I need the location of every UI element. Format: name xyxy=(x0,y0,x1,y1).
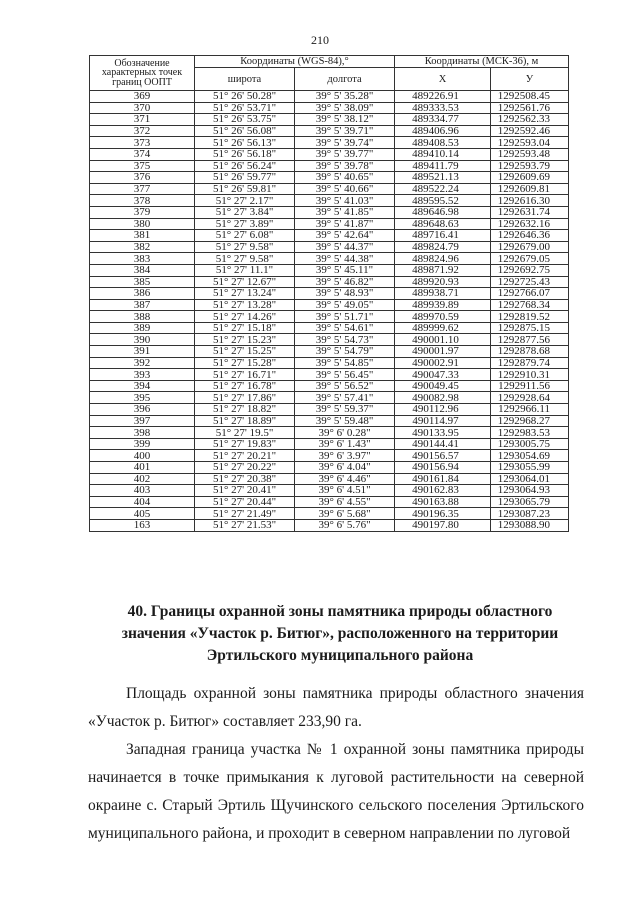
latitude-cell: 51° 27' 20.38" xyxy=(195,473,295,485)
table-row xyxy=(90,288,569,300)
x-cell: 490047.33 xyxy=(395,369,491,381)
point-code-cell: 396 xyxy=(90,404,195,416)
latitude-cell: 51° 26' 59.77" xyxy=(195,172,295,184)
y-cell: 1293064.01 xyxy=(491,473,569,485)
point-code-cell: 405 xyxy=(90,508,195,520)
x-cell: 489824.96 xyxy=(395,253,491,265)
y-cell: 1293055.99 xyxy=(491,462,569,474)
point-code-cell: 404 xyxy=(90,496,195,508)
table-row xyxy=(90,485,569,497)
x-cell: 489871.92 xyxy=(395,264,491,276)
paragraph-area: Площадь охранной зоны памятника природы областного значения «Участок р. Битюг» составляет 233,90 га. xyxy=(88,685,584,730)
x-cell: 490156.94 xyxy=(395,462,491,474)
table-row xyxy=(90,195,569,207)
x-cell: 490161.84 xyxy=(395,473,491,485)
latitude-cell: 51° 26' 59.81" xyxy=(195,183,295,195)
y-cell: 1292679.05 xyxy=(491,253,569,265)
latitude-cell: 51° 27' 21.49" xyxy=(195,508,295,520)
y-cell: 1292593.48 xyxy=(491,148,569,160)
x-cell: 489920.93 xyxy=(395,276,491,288)
latitude-cell: 51° 27' 12.67" xyxy=(195,276,295,288)
point-code-cell: 386 xyxy=(90,288,195,300)
x-cell: 490163.88 xyxy=(395,496,491,508)
y-cell: 1292609.69 xyxy=(491,172,569,184)
point-code-cell: 399 xyxy=(90,438,195,450)
longitude-cell: 39° 5' 40.66" xyxy=(295,183,395,195)
longitude-cell: 39° 5' 41.85" xyxy=(295,206,395,218)
table-row xyxy=(90,230,569,242)
latitude-cell: 51° 27' 9.58" xyxy=(195,241,295,253)
x-cell: 490049.45 xyxy=(395,380,491,392)
point-code-cell: 389 xyxy=(90,322,195,334)
x-cell: 490162.83 xyxy=(395,485,491,497)
latitude-cell: 51° 27' 20.21" xyxy=(195,450,295,462)
table-row xyxy=(90,102,569,114)
y-cell: 1292878.68 xyxy=(491,346,569,358)
latitude-cell: 51° 27' 16.71" xyxy=(195,369,295,381)
y-cell: 1292928.64 xyxy=(491,392,569,404)
page-number: 210 xyxy=(311,33,329,47)
header-msk36: Координаты (МСК-36), м xyxy=(395,56,569,68)
latitude-cell: 51° 26' 56.18" xyxy=(195,148,295,160)
latitude-cell: 51° 27' 20.22" xyxy=(195,462,295,474)
y-cell: 1292562.33 xyxy=(491,114,569,126)
y-cell: 1292911.56 xyxy=(491,380,569,392)
y-cell: 1293087.23 xyxy=(491,508,569,520)
header-x: X xyxy=(395,68,491,91)
latitude-cell: 51° 27' 18.89" xyxy=(195,415,295,427)
point-code-cell: 387 xyxy=(90,299,195,311)
y-cell: 1292968.27 xyxy=(491,415,569,427)
table-row xyxy=(90,380,569,392)
longitude-cell: 39° 5' 59.37" xyxy=(295,404,395,416)
longitude-cell: 39° 5' 57.41" xyxy=(295,392,395,404)
x-cell: 489521.13 xyxy=(395,172,491,184)
point-code-cell: 380 xyxy=(90,218,195,230)
point-code-cell: 392 xyxy=(90,357,195,369)
longitude-cell: 39° 5' 59.48" xyxy=(295,415,395,427)
y-cell: 1292593.04 xyxy=(491,137,569,149)
table-row xyxy=(90,148,569,160)
x-cell: 490197.80 xyxy=(395,519,491,531)
x-cell: 489333.53 xyxy=(395,102,491,114)
longitude-cell: 39° 5' 46.82" xyxy=(295,276,395,288)
x-cell: 490001.10 xyxy=(395,334,491,346)
longitude-cell: 39° 5' 39.71" xyxy=(295,125,395,137)
latitude-cell: 51° 26' 56.08" xyxy=(195,125,295,137)
latitude-cell: 51° 27' 3.84" xyxy=(195,206,295,218)
x-cell: 489411.79 xyxy=(395,160,491,172)
point-code-cell: 398 xyxy=(90,427,195,439)
latitude-cell: 51° 27' 15.18" xyxy=(195,322,295,334)
latitude-cell: 51° 27' 9.58" xyxy=(195,253,295,265)
point-code-cell: 390 xyxy=(90,334,195,346)
table-row xyxy=(90,427,569,439)
table-row xyxy=(90,496,569,508)
latitude-cell: 51° 27' 2.17" xyxy=(195,195,295,207)
table-row xyxy=(90,218,569,230)
x-cell: 490114.97 xyxy=(395,415,491,427)
longitude-cell: 39° 5' 39.74" xyxy=(295,137,395,149)
y-cell: 1292561.76 xyxy=(491,102,569,114)
longitude-cell: 39° 5' 56.52" xyxy=(295,380,395,392)
table-row xyxy=(90,114,569,126)
coordinates-table-body xyxy=(90,91,569,532)
longitude-cell: 39° 5' 44.37" xyxy=(295,241,395,253)
x-cell: 489716.41 xyxy=(395,230,491,242)
y-cell: 1293065.79 xyxy=(491,496,569,508)
longitude-cell: 39° 6' 1.43" xyxy=(295,438,395,450)
point-code-cell: 369 xyxy=(90,91,195,103)
coordinates-table xyxy=(89,55,569,532)
point-code-cell: 403 xyxy=(90,485,195,497)
table-row xyxy=(90,519,569,531)
point-code-cell: 371 xyxy=(90,114,195,126)
table-row xyxy=(90,172,569,184)
longitude-cell: 39° 5' 42.64" xyxy=(295,230,395,242)
longitude-cell: 39° 5' 44.38" xyxy=(295,253,395,265)
longitude-cell: 39° 5' 41.03" xyxy=(295,195,395,207)
latitude-cell: 51° 27' 20.41" xyxy=(195,485,295,497)
latitude-cell: 51° 27' 18.82" xyxy=(195,404,295,416)
point-code-cell: 394 xyxy=(90,380,195,392)
longitude-cell: 39° 5' 38.12" xyxy=(295,114,395,126)
header-wgs84: Координаты (WGS-84),° xyxy=(195,56,395,68)
latitude-cell: 51° 27' 13.24" xyxy=(195,288,295,300)
point-code-cell: 400 xyxy=(90,450,195,462)
header-y: У xyxy=(491,68,569,91)
point-code-cell: 370 xyxy=(90,102,195,114)
table-row xyxy=(90,241,569,253)
table-row xyxy=(90,183,569,195)
table-row xyxy=(90,206,569,218)
x-cell: 489522.24 xyxy=(395,183,491,195)
y-cell: 1293088.90 xyxy=(491,519,569,531)
x-cell: 490133.95 xyxy=(395,427,491,439)
table-row xyxy=(90,334,569,346)
y-cell: 1292877.56 xyxy=(491,334,569,346)
point-code-cell: 374 xyxy=(90,148,195,160)
point-code-cell: 397 xyxy=(90,415,195,427)
table-row xyxy=(90,369,569,381)
longitude-cell: 39° 6' 4.55" xyxy=(295,496,395,508)
x-cell: 490082.98 xyxy=(395,392,491,404)
longitude-cell: 39° 5' 45.11" xyxy=(295,264,395,276)
table-row xyxy=(90,450,569,462)
y-cell: 1292679.00 xyxy=(491,241,569,253)
point-code-cell: 378 xyxy=(90,195,195,207)
longitude-cell: 39° 5' 38.09" xyxy=(295,102,395,114)
longitude-cell: 39° 5' 54.61" xyxy=(295,322,395,334)
y-cell: 1292692.75 xyxy=(491,264,569,276)
table-row xyxy=(90,346,569,358)
y-cell: 1292725.43 xyxy=(491,276,569,288)
x-cell: 489410.14 xyxy=(395,148,491,160)
latitude-cell: 51° 26' 53.71" xyxy=(195,102,295,114)
longitude-cell: 39° 6' 3.97" xyxy=(295,450,395,462)
latitude-cell: 51° 27' 21.53" xyxy=(195,519,295,531)
table-row xyxy=(90,137,569,149)
longitude-cell: 39° 5' 41.87" xyxy=(295,218,395,230)
x-cell: 490002.91 xyxy=(395,357,491,369)
table-row xyxy=(90,264,569,276)
y-cell: 1292879.74 xyxy=(491,357,569,369)
x-cell: 490196.35 xyxy=(395,508,491,520)
y-cell: 1293005.75 xyxy=(491,438,569,450)
y-cell: 1292632.16 xyxy=(491,218,569,230)
latitude-cell: 51° 27' 11.1" xyxy=(195,264,295,276)
table-row xyxy=(90,253,569,265)
y-cell: 1292966.11 xyxy=(491,404,569,416)
x-cell: 489595.52 xyxy=(395,195,491,207)
longitude-cell: 39° 6' 4.46" xyxy=(295,473,395,485)
table-row xyxy=(90,415,569,427)
longitude-cell: 39° 5' 54.79" xyxy=(295,346,395,358)
longitude-cell: 39° 6' 5.76" xyxy=(295,519,395,531)
table-row xyxy=(90,438,569,450)
y-cell: 1292646.36 xyxy=(491,230,569,242)
latitude-cell: 51° 27' 6.08" xyxy=(195,230,295,242)
point-code-cell: 395 xyxy=(90,392,195,404)
table-row xyxy=(90,311,569,323)
longitude-cell: 39° 5' 49.05" xyxy=(295,299,395,311)
longitude-cell: 39° 5' 54.85" xyxy=(295,357,395,369)
latitude-cell: 51° 27' 15.25" xyxy=(195,346,295,358)
y-cell: 1293064.93 xyxy=(491,485,569,497)
table-row xyxy=(90,508,569,520)
point-code-cell: 393 xyxy=(90,369,195,381)
latitude-cell: 51° 27' 3.89" xyxy=(195,218,295,230)
longitude-cell: 39° 6' 0.28" xyxy=(295,427,395,439)
y-cell: 1292875.15 xyxy=(491,322,569,334)
point-code-cell: 372 xyxy=(90,125,195,137)
longitude-cell: 39° 5' 56.45" xyxy=(295,369,395,381)
point-code-cell: 383 xyxy=(90,253,195,265)
x-cell: 490001.97 xyxy=(395,346,491,358)
point-code-cell: 401 xyxy=(90,462,195,474)
point-code-cell: 391 xyxy=(90,346,195,358)
table-row xyxy=(90,276,569,288)
section-heading: 40. Границы охранной зоны памятника природы областного значения «Участок р. Битюг», расположенного на территории Эртильского муниципального района xyxy=(121,603,559,664)
longitude-cell: 39° 5' 51.71" xyxy=(295,311,395,323)
latitude-cell: 51° 27' 15.23" xyxy=(195,334,295,346)
point-code-cell: 382 xyxy=(90,241,195,253)
x-cell: 489938.71 xyxy=(395,288,491,300)
x-cell: 489970.59 xyxy=(395,311,491,323)
table-row xyxy=(90,299,569,311)
x-cell: 489648.63 xyxy=(395,218,491,230)
x-cell: 489334.77 xyxy=(395,114,491,126)
point-code-cell: 381 xyxy=(90,230,195,242)
longitude-cell: 39° 6' 4.51" xyxy=(295,485,395,497)
y-cell: 1292508.45 xyxy=(491,91,569,103)
table-row xyxy=(90,357,569,369)
point-code-cell: 373 xyxy=(90,137,195,149)
latitude-cell: 51° 27' 13.28" xyxy=(195,299,295,311)
header-longitude: долгота xyxy=(295,68,395,91)
longitude-cell: 39° 6' 5.68" xyxy=(295,508,395,520)
y-cell: 1292983.53 xyxy=(491,427,569,439)
y-cell: 1292910.31 xyxy=(491,369,569,381)
x-cell: 489646.98 xyxy=(395,206,491,218)
header-latitude: широта xyxy=(195,68,295,91)
longitude-cell: 39° 5' 54.73" xyxy=(295,334,395,346)
y-cell: 1293054.69 xyxy=(491,450,569,462)
x-cell: 490112.96 xyxy=(395,404,491,416)
latitude-cell: 51° 27' 16.78" xyxy=(195,380,295,392)
table-row xyxy=(90,392,569,404)
table-row xyxy=(90,462,569,474)
y-cell: 1292593.79 xyxy=(491,160,569,172)
y-cell: 1292766.07 xyxy=(491,288,569,300)
paragraph-west-boundary: Западная граница участка № 1 охранной зоны памятника природы начинается в точке примыкания к луговой растительности на северной окраине с. Старый Эртиль Щучинского сельского поселения Эртильского муниципального района, и проходит в северном направлении по луговой xyxy=(88,741,584,842)
latitude-cell: 51° 27' 20.44" xyxy=(195,496,295,508)
latitude-cell: 51° 27' 15.28" xyxy=(195,357,295,369)
latitude-cell: 51° 26' 56.13" xyxy=(195,137,295,149)
point-code-cell: 377 xyxy=(90,183,195,195)
x-cell: 489999.62 xyxy=(395,322,491,334)
x-cell: 490144.41 xyxy=(395,438,491,450)
longitude-cell: 39° 5' 39.77" xyxy=(295,148,395,160)
longitude-cell: 39° 5' 39.78" xyxy=(295,160,395,172)
x-cell: 490156.57 xyxy=(395,450,491,462)
table-row xyxy=(90,91,569,103)
y-cell: 1292768.34 xyxy=(491,299,569,311)
longitude-cell: 39° 5' 48.93" xyxy=(295,288,395,300)
point-code-cell: 402 xyxy=(90,473,195,485)
y-cell: 1292616.30 xyxy=(491,195,569,207)
point-code-cell: 384 xyxy=(90,264,195,276)
latitude-cell: 51° 27' 19.5" xyxy=(195,427,295,439)
point-code-cell: 388 xyxy=(90,311,195,323)
table-row xyxy=(90,160,569,172)
longitude-cell: 39° 6' 4.04" xyxy=(295,462,395,474)
latitude-cell: 51° 26' 53.75" xyxy=(195,114,295,126)
point-code-cell: 376 xyxy=(90,172,195,184)
latitude-cell: 51° 27' 14.26" xyxy=(195,311,295,323)
y-cell: 1292819.52 xyxy=(491,311,569,323)
latitude-cell: 51° 27' 19.83" xyxy=(195,438,295,450)
table-row xyxy=(90,404,569,416)
table-row xyxy=(90,125,569,137)
point-code-cell: 385 xyxy=(90,276,195,288)
latitude-cell: 51° 26' 50.28" xyxy=(195,91,295,103)
latitude-cell: 51° 27' 17.86" xyxy=(195,392,295,404)
table-row xyxy=(90,473,569,485)
x-cell: 489408.53 xyxy=(395,137,491,149)
header-point-code: Обозначение характерных точек границ ООПТ xyxy=(90,56,195,91)
x-cell: 489406.96 xyxy=(395,125,491,137)
point-code-cell: 163 xyxy=(90,519,195,531)
y-cell: 1292592.46 xyxy=(491,125,569,137)
table-row xyxy=(90,322,569,334)
x-cell: 489939.89 xyxy=(395,299,491,311)
point-code-cell: 379 xyxy=(90,206,195,218)
longitude-cell: 39° 5' 40.65" xyxy=(295,172,395,184)
longitude-cell: 39° 5' 35.28" xyxy=(295,91,395,103)
latitude-cell: 51° 26' 56.24" xyxy=(195,160,295,172)
y-cell: 1292609.81 xyxy=(491,183,569,195)
y-cell: 1292631.74 xyxy=(491,206,569,218)
x-cell: 489226.91 xyxy=(395,91,491,103)
x-cell: 489824.79 xyxy=(395,241,491,253)
point-code-cell: 375 xyxy=(90,160,195,172)
